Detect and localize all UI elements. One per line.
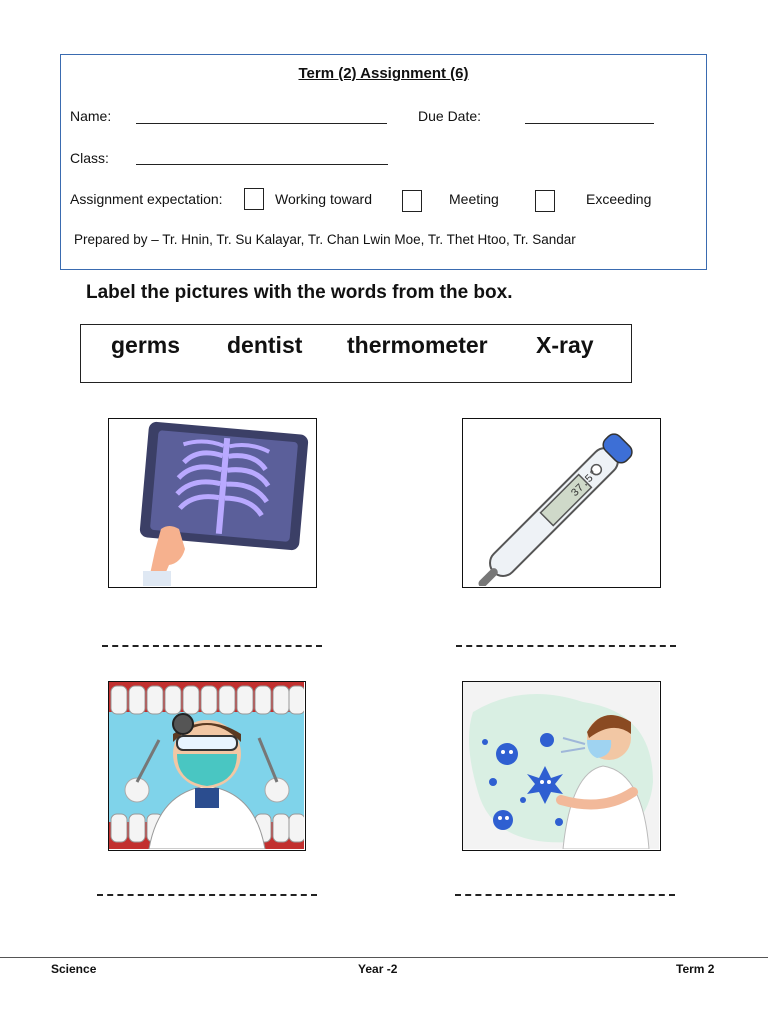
germs-illustration — [463, 682, 659, 849]
picture-germs — [462, 681, 661, 851]
option-exceeding: Exceeding — [586, 191, 652, 207]
answer-line-thermometer[interactable] — [456, 645, 676, 647]
assignment-header-box — [60, 54, 707, 270]
picture-thermometer — [462, 418, 661, 588]
class-label: Class: — [70, 150, 109, 166]
dentist-illustration — [109, 682, 304, 849]
instruction-text: Label the pictures with the words from the box. — [86, 282, 513, 303]
checkbox-meeting[interactable] — [402, 190, 422, 212]
thermometer-illustration — [463, 419, 659, 586]
due-date-label: Due Date: — [418, 108, 482, 124]
prepared-by: Prepared by – Tr. Hnin, Tr. Su Kalayar, Tr. Chan Lwin Moe, Tr. Thet Htoo, Tr. Sandar — [74, 232, 576, 247]
option-working-toward: Working toward — [275, 191, 373, 207]
assignment-title: Term (2) Assignment (6) — [298, 65, 469, 82]
word-thermometer: thermometer — [347, 332, 488, 358]
name-blank[interactable] — [136, 123, 387, 124]
option-meeting: Meeting — [449, 191, 499, 207]
footer-year: Year -2 — [358, 962, 398, 976]
class-blank[interactable] — [136, 164, 388, 165]
checkbox-exceeding[interactable] — [535, 190, 555, 212]
due-date-blank[interactable] — [525, 123, 654, 124]
word-dentist: dentist — [227, 332, 303, 358]
answer-line-dentist[interactable] — [97, 894, 317, 896]
picture-dentist — [108, 681, 306, 851]
thermometer-reading: 37.5° — [569, 467, 602, 500]
xray-illustration — [109, 419, 315, 586]
word-germs: germs — [111, 332, 181, 358]
name-label: Name: — [70, 108, 112, 124]
word-xray: X-ray — [536, 332, 594, 358]
word-bank-box — [80, 324, 632, 383]
footer-rule — [0, 957, 768, 958]
expectation-label: Assignment expectation: — [70, 191, 223, 207]
answer-line-germs[interactable] — [455, 894, 675, 896]
footer-subject: Science — [51, 962, 97, 976]
picture-xray — [108, 418, 317, 588]
checkbox-working-toward[interactable] — [244, 188, 264, 210]
footer-term: Term 2 — [676, 962, 715, 976]
answer-line-xray[interactable] — [102, 645, 322, 647]
